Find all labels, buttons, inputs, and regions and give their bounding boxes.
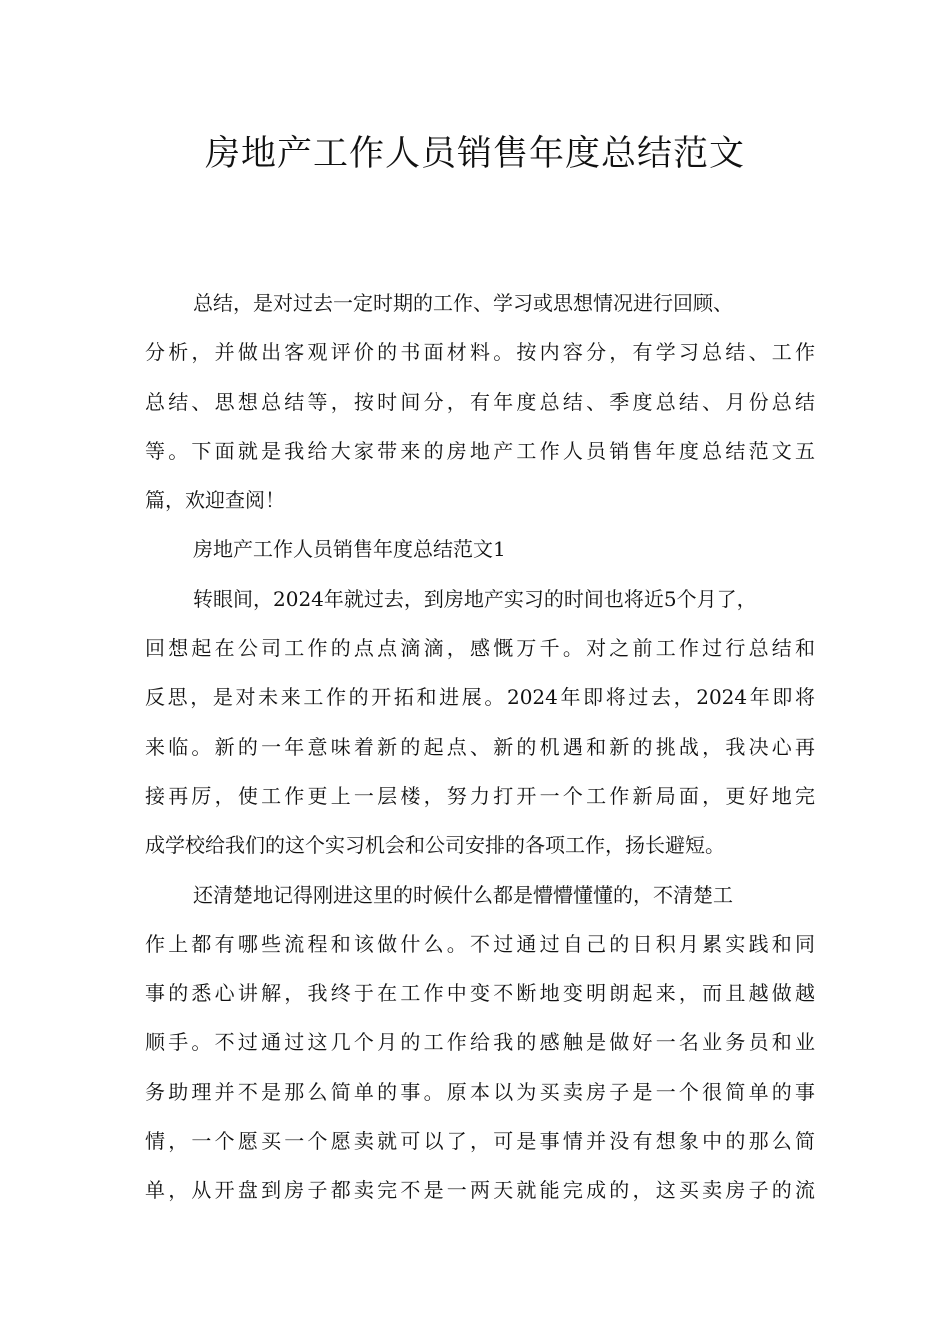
paragraph-line: 顺手。不过通过这几个月的工作给我的感触是做好一名业务员和业 [145, 1030, 815, 1055]
paragraph-line: 事的悉心讲解，我终于在工作中变不断地变明朗起来，而且越做越 [145, 981, 815, 1006]
document-body [145, 279, 815, 1216]
section-heading: 房地产工作人员销售年度总结范文1 [193, 537, 506, 562]
paragraph-line: 篇，欢迎查阅！ [145, 488, 285, 513]
document-title: 房地产工作人员销售年度总结范文 [204, 134, 745, 174]
paragraph-line: 接再厉，使工作更上一层楼，努力打开一个工作新局面，更好地完 [145, 783, 815, 808]
paragraph-line: 分析，并做出客观评价的书面材料。按内容分，有学习总结、工作 [145, 340, 815, 365]
paragraph-line: 反思，是对未来工作的开拓和进展。2024年即将过去，2024年即将 [145, 685, 815, 710]
paragraph-line: 务助理并不是那么简单的事。原本以为买卖房子是一个很简单的事 [145, 1079, 815, 1104]
paragraph-line: 总结，是对过去一定时期的工作、学习或思想情况进行回顾、 [193, 291, 733, 315]
paragraph-line: 单，从开盘到房子都卖完不是一两天就能完成的，这买卖房子的流 [145, 1178, 815, 1203]
paragraph-line: 作上都有哪些流程和该做什么。不过通过自己的日积月累实践和同 [145, 931, 815, 956]
paragraph-line: 情，一个愿买一个愿卖就可以了，可是事情并没有想象中的那么简 [145, 1129, 815, 1154]
paragraph-line: 总结、思想总结等，按时间分，有年度总结、季度总结、月份总结 [145, 389, 815, 414]
paragraph-line: 成学校给我们的这个实习机会和公司安排的各项工作，扬长避短。 [145, 833, 725, 858]
paragraph-line: 转眼间，2024年就过去，到房地产实习的时间也将近5个月了， [193, 586, 757, 611]
paragraph-line: 来临。新的一年意味着新的起点、新的机遇和新的挑战，我决心再 [145, 734, 815, 759]
paragraph-line: 还清楚地记得刚进这里的时候什么都是懵懵懂懂的，不清楚工 [193, 882, 733, 907]
paragraph-line: 回想起在公司工作的点点滴滴，感慨万千。对之前工作过行总结和 [145, 636, 815, 661]
paragraph-line: 等。下面就是我给大家带来的房地产工作人员销售年度总结范文五 [145, 438, 815, 463]
